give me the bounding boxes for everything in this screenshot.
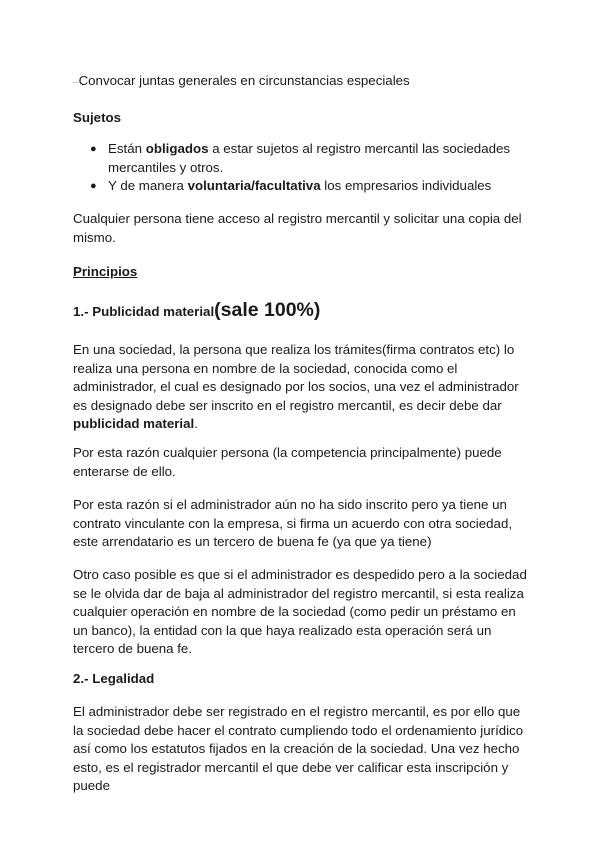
section1-heading	[73, 296, 533, 326]
section1-title: 1.- Publicidad material	[73, 304, 215, 319]
section2-heading: 2.- Legalidad	[73, 671, 155, 686]
section1-title-big: (sale 100%)	[214, 299, 321, 321]
sujetos-heading: Sujetos	[73, 110, 122, 125]
bullet-icon: ●	[90, 143, 97, 155]
paragraph-despedido: Otro caso posible es que si el administrador es despedido pero a la sociedad se le olvida dar de baja al administrador del registro mercantil, si esta realiza cualquier operación en nombre de la sociedad (como pedir un préstamo en un banco), la entidad con la que haya realizado esta operación será un tercero de buena fe.	[73, 567, 527, 656]
sujetos-list	[90, 140, 530, 196]
list-item: ● Están obligados a estar sujetos al registro mercantil las sociedades mercantiles y otros.	[90, 141, 511, 175]
paragraph-publicidad: En una sociedad, la persona que realiza los trámites(firma contratos etc) lo realiza una persona en nombre de la sociedad, conocida como el administrador, el cual es designado por los socios, una vez el administrador es designado debe ser inscrito en el registro mercantil, es decir debe dar publicidad material.	[73, 342, 519, 431]
intro-text: Convocar juntas generales en circunstancias especiales	[78, 73, 410, 88]
paragraph-competencia: Por esta razón cualquier persona (la competencia principalmente) puede enterarse de ello.	[73, 445, 502, 479]
access-paragraph: Cualquier persona tiene acceso al registro mercantil y solicitar una copia del mismo.	[73, 211, 522, 245]
list-item: ● Y de manera voluntaria/facultativa los empresarios individuales	[90, 177, 530, 196]
bullet-icon: ●	[90, 180, 97, 192]
principios-heading: Principios	[73, 264, 138, 279]
paragraph-legalidad: El administrador debe ser registrado en el registro mercantil, es por ello que la sociedad debe hacer el contrato cumpliendo todo el ordenamiento jurídico así como los estatutos fijados en la creación de la sociedad. Una vez hecho esto, es el registrador mercantil el que debe ver calificar esta inscripción y puede	[73, 704, 524, 793]
intro-line	[73, 72, 533, 93]
intro-dash: –	[73, 77, 79, 88]
paragraph-tercero: Por esta razón si el administrador aún no ha sido inscrito pero ya tiene un contrato vinculante con la empresa, si firma un acuerdo con otra sociedad, este arrendatario es un tercero de buena fe (ya que ya tiene)	[73, 497, 513, 549]
